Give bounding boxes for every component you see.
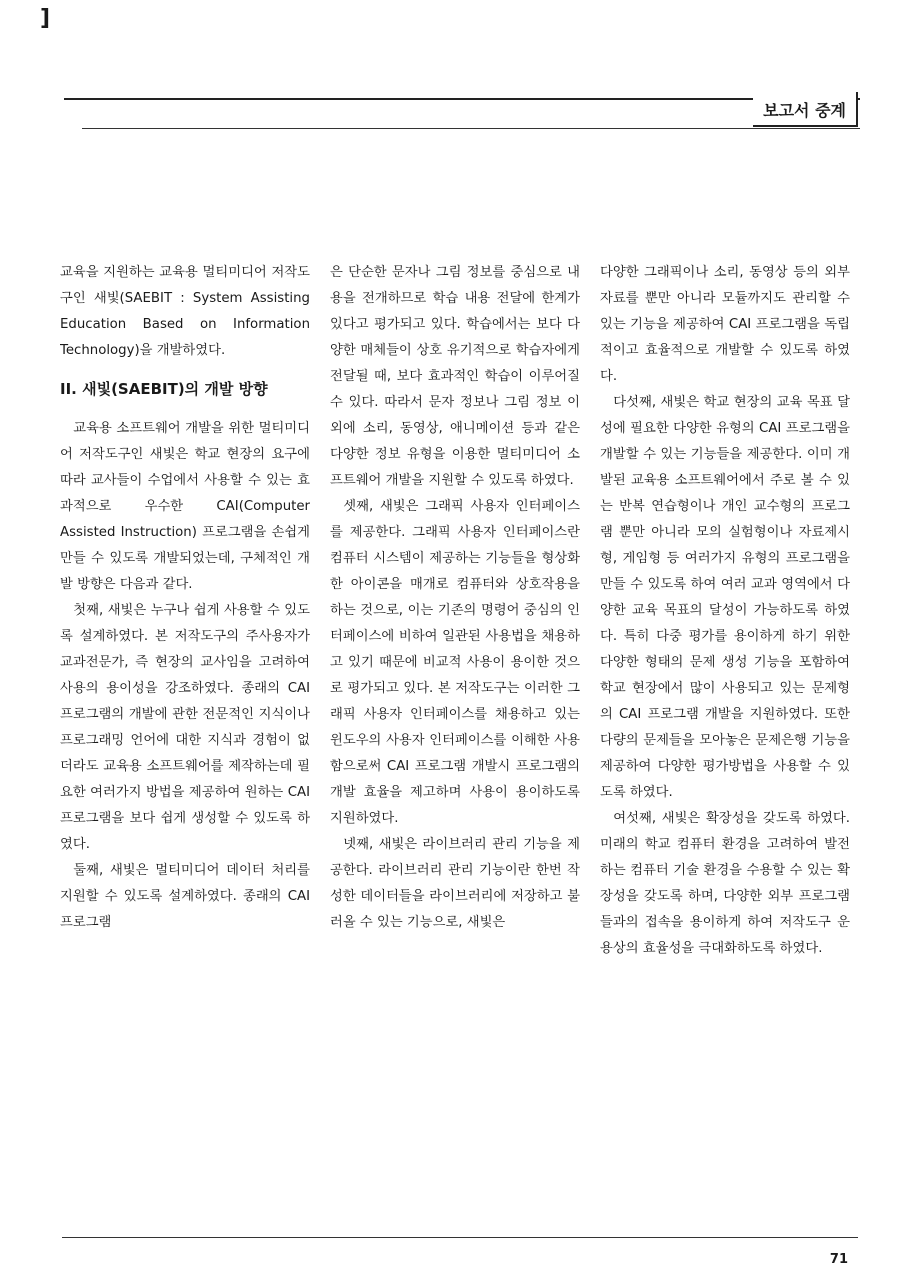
column-1 [60,260,310,1205]
header-rule [64,98,860,100]
column-2 [330,260,580,1205]
paragraph: 셋째, 새빛은 그래픽 사용자 인터페이스를 제공한다. 그래픽 사용자 인터페이스란 컴퓨터 시스템이 제공하는 기능들을 형상화한 아이콘을 매개로 컴퓨터와 상호작용을 하는 것으로, 이는 기존의 명령어 중심의 인터페이스에 비하여 일관된 사용법을 채용하고 있기 때문에 비교적 사용이 용이한 것으로 평가되고 있다. 본 저작도구는 이러한 그래픽 사용자 인터페이스를 채용하고 있는 윈도우의 사용자 인터페이스를 이해한 사용함으로써 CAI 프로그램 개발시 프로그램의 개발 효율을 제고하며 사용이 용이하도록 지원하였다. [330,499,580,826]
paragraph: 넷째, 새빛은 라이브러리 관리 기능을 제공한다. 라이브러리 관리 기능이란 한번 작성한 데이터들을 라이브러리에 저장하고 불러올 수 있는 기능으로, 새빛은 [330,837,580,930]
article-body [60,260,850,1205]
paragraph: 교육을 지원하는 교육용 멀티미디어 저작도구인 새빛(SAEBIT : System Assisting Education Based on Information Technology)을 개발하였다. [60,265,310,358]
paragraph: 교육용 소프트웨어 개발을 위한 멀티미디어 저작도구인 새빛은 학교 현장의 요구에 따라 교사들이 수업에서 사용할 수 있는 효과적으로 우수한 CAI(Computer Assisted Instruction) 프로그램을 손쉽게 만들 수 있도록 개발되었는데, 구체적인 개발 방향은 다음과 같다. [60,421,310,592]
paragraph: 둘째, 새빛은 멀티미디어 데이터 처리를 지원할 수 있도록 설계하였다. 종래의 CAI 프로그램 [60,863,310,930]
paragraph: 첫째, 새빛은 누구나 쉽게 사용할 수 있도록 설계하였다. 본 저작도구의 주사용자가 교과전문가, 즉 현장의 교사임을 고려하여 사용의 용이성을 강조하였다. 종래의 CAI 프로그램의 개발에 관한 전문적인 지식이나 프로그래밍 언어에 대한 지식과 경험이 없더라도 교육용 소프트웨어를 제작하는데 필요한 여러가지 방법을 제공하여 원하는 CAI 프로그램을 보다 쉽게 생성할 수 있도록 하였다. [60,603,310,852]
page-number: 71 [829,1252,848,1267]
column-3 [600,260,850,1205]
paragraph: 여섯째, 새빛은 확장성을 갖도록 하였다. 미래의 학교 컴퓨터 환경을 고려하여 발전하는 컴퓨터 기술 환경을 수용할 수 있는 확장성을 갖도록 하며, 다양한 외부 프로그램들과의 접속을 용이하게 하여 저작도구 운용상의 효율성을 극대화하도록 하였다. [600,811,850,956]
paragraph: 다양한 그래픽이나 소리, 동영상 등의 외부 자료를 뿐만 아니라 모듈까지도 관리할 수 있는 기능을 제공하여 CAI 프로그램을 독립적이고 효율적으로 개발할 수 있도록 하였다. [600,265,850,384]
section-heading: II. 새빛(SAEBIT)의 개발 방향 [60,380,268,398]
corner-mark: ] [40,6,51,31]
paragraph: 다섯째, 새빛은 학교 현장의 교육 목표 달성에 필요한 다양한 유형의 CAI 프로그램을 개발할 수 있는 기능들을 제공한다. 이미 개발된 교육용 소프트웨어에서 주로 볼 수 있는 반복 연습형이나 개인 교수형의 프로그램 뿐만 아니라 모의 실험형이나 자료제시형, 게임형 등 여러가지 유형의 프로그램을 만들 수 있도록 하여 여러 교과 영역에서 다양한 교육 목표의 달성이 가능하도록 하였다. 특히 다중 평가를 용이하게 하기 위한 다양한 형태의 문제 생성 기능을 포함하여 학교 현장에서 많이 사용되고 있는 문제형의 CAI 프로그램 개발을 지원하였다. 또한 다량의 문제들을 모아놓은 문제은행 기능을 제공하여 다양한 평가방법을 사용할 수 있도록 하였다. [600,395,850,800]
header-subrule [82,128,860,129]
paragraph: 은 단순한 문자나 그림 정보를 중심으로 내용을 전개하므로 학습 내용 전달에 한계가 있다고 평가되고 있다. 학습에서는 보다 다양한 매체들이 상호 유기적으로 학습자에게 전달될 때, 보다 효과적인 학습이 이루어질 수 있다. 따라서 문자 정보나 그림 정보 이외에 소리, 동영상, 애니메이션 등과 같은 다양한 정보 유형을 이용한 멀티미디어 소프트웨어 개발을 지원할 수 있도록 하였다. [330,265,580,488]
section-label: 보고서 중계 [753,92,858,127]
footer-rule [62,1237,858,1238]
